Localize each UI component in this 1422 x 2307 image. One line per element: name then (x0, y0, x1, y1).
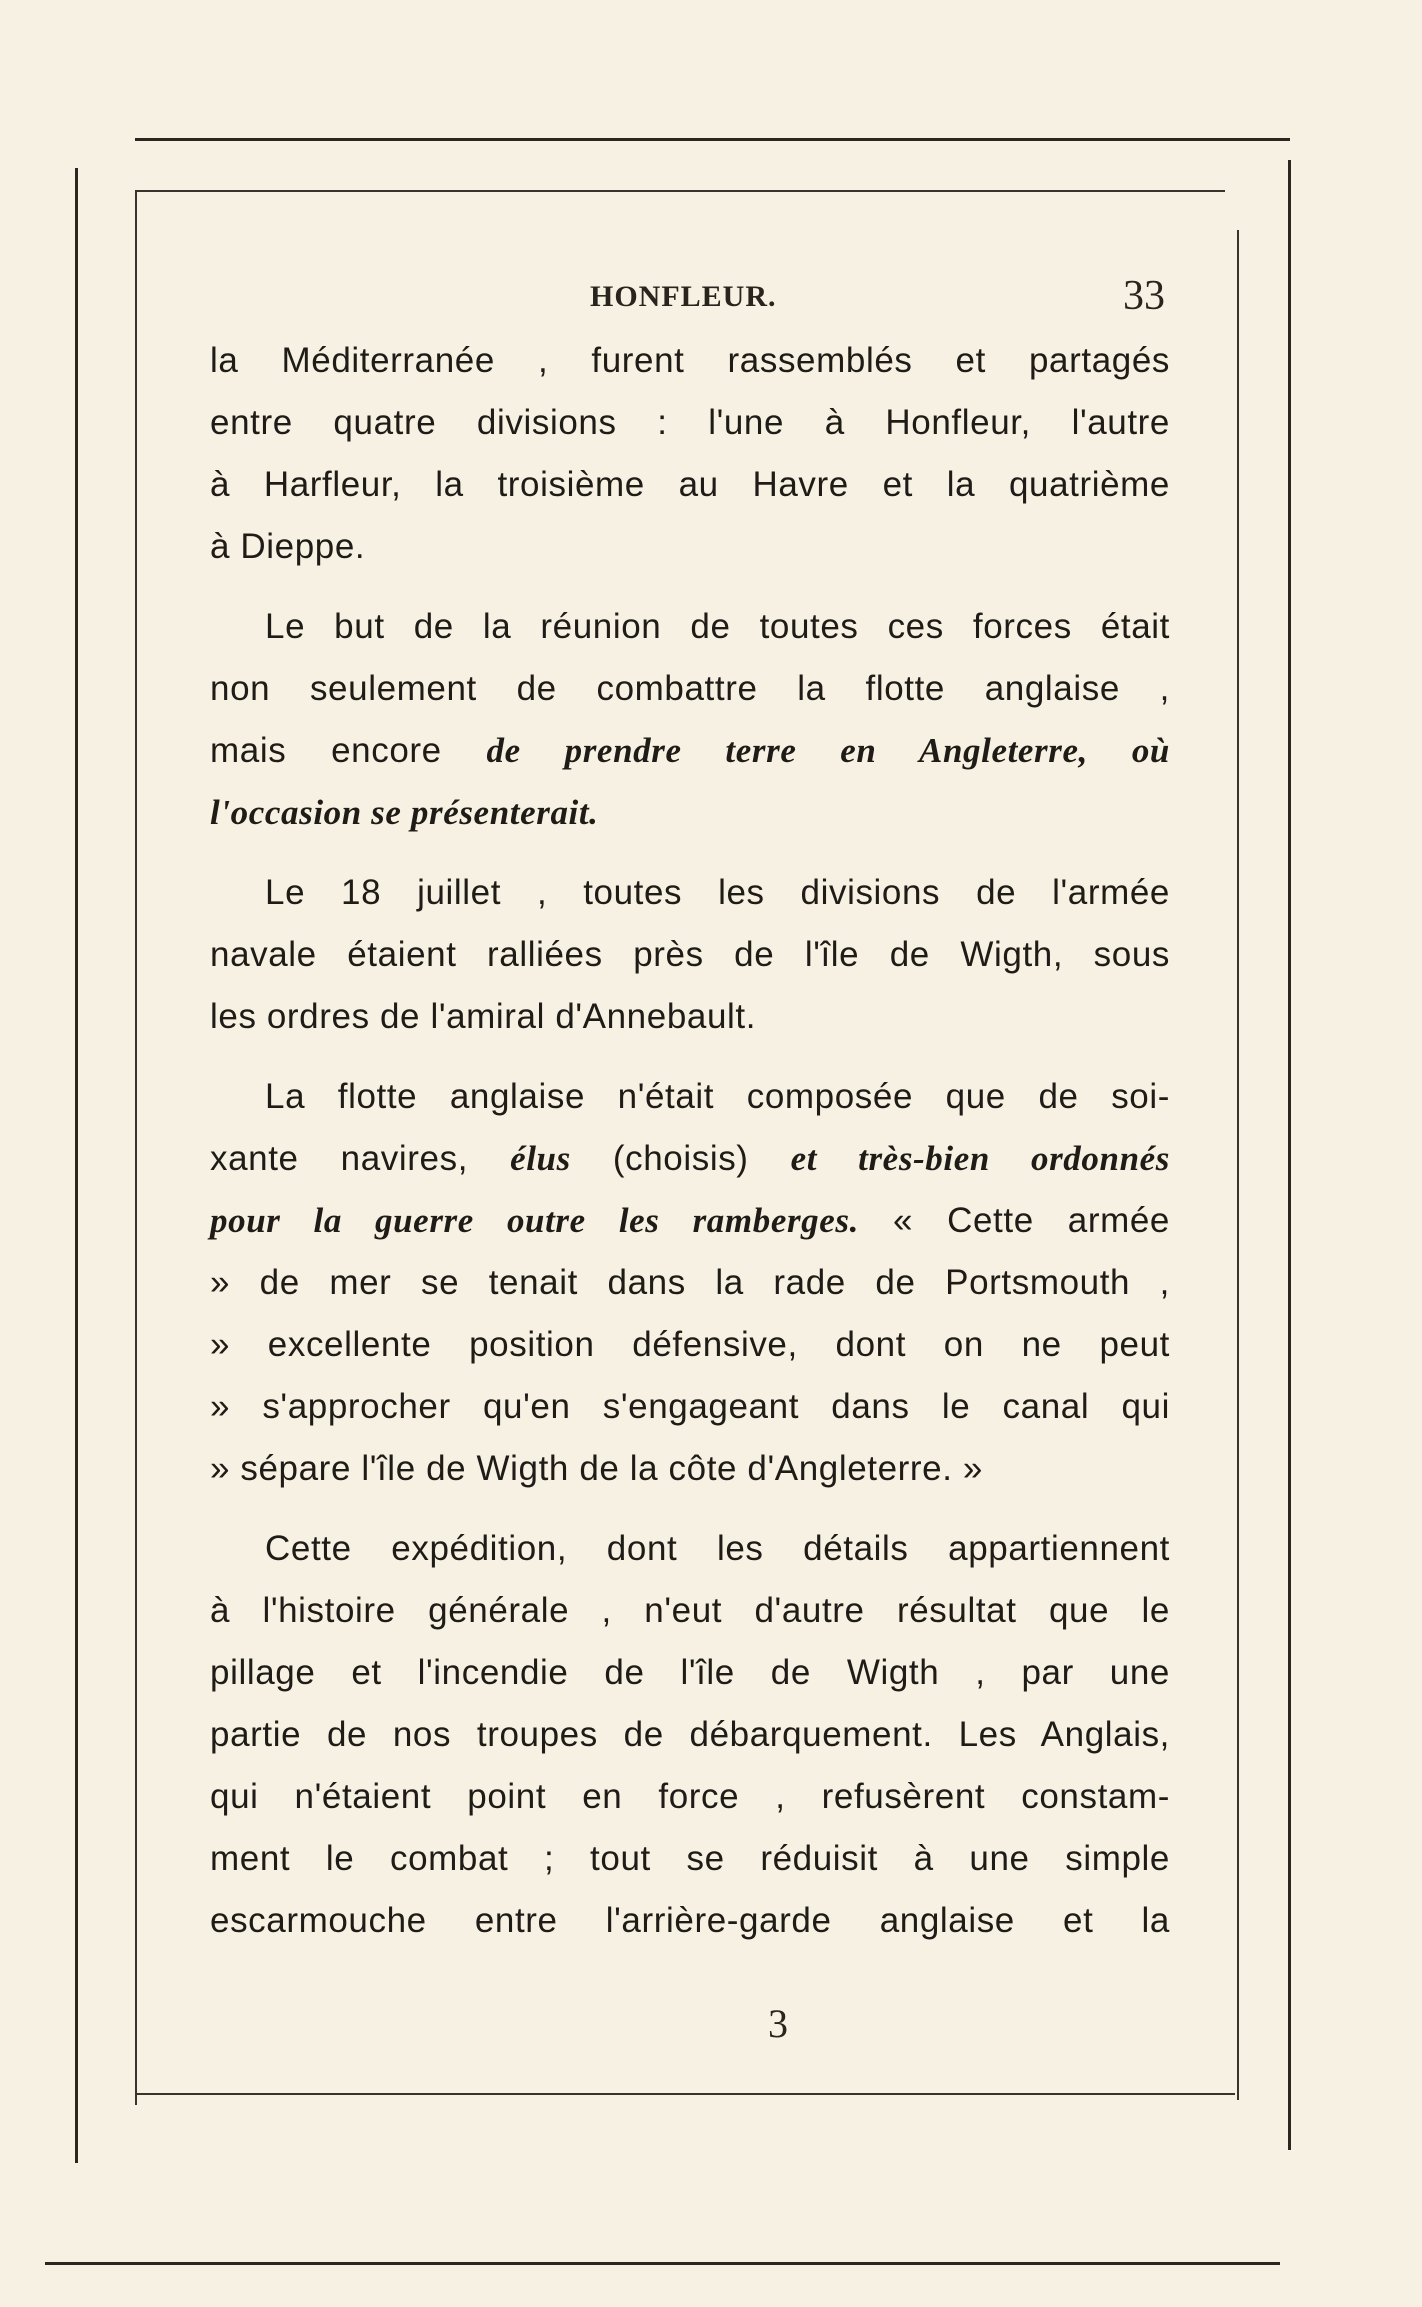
paragraph-1 (210, 330, 1170, 578)
text-line: » s'approcher qu'en s'engageant dans le canal qui (210, 1387, 1170, 1426)
frame-line-top-inner (135, 190, 1225, 192)
signature-mark: 3 (768, 2001, 788, 2046)
italic-segment: élus (510, 1139, 571, 1178)
paragraph-2 (210, 596, 1170, 844)
body-text (210, 330, 1170, 1952)
text-line: » excellente position défensive, dont on ne peut (210, 1325, 1170, 1364)
frame-line-right-inner (1237, 230, 1239, 2100)
text-line: » de mer se tenait dans la rade de Portsmouth , (210, 1263, 1170, 1302)
frame-line-left-outer (75, 168, 78, 2163)
frame-line-left-inner (135, 190, 137, 2105)
text-line: Le but de la réunion de toutes ces forces était (265, 607, 1170, 646)
paragraph-4 (210, 1066, 1170, 1500)
page-number: 33 (1123, 273, 1165, 319)
italic-segment: , où (1078, 731, 1170, 770)
text-line (210, 1190, 1170, 1252)
text-segment: xante navires, (210, 1139, 469, 1178)
text-line: La flotte anglaise n'était composée que de soi- (265, 1077, 1170, 1116)
text-line: ment le combat ; tout se réduisit à une simple (210, 1839, 1170, 1878)
text-line: les ordres de l'amiral d'Annebault. (210, 997, 757, 1036)
text-line: » sépare l'île de Wigth de la côte d'Angleterre. » (210, 1449, 983, 1488)
frame-line-bottom-outer (45, 2262, 1280, 2265)
paragraph-5 (210, 1518, 1170, 1952)
text-line (210, 720, 1170, 782)
running-head (210, 270, 1170, 330)
text-line: à Harfleur, la troisième au Havre et la quatrième (210, 465, 1170, 504)
frame-line-bottom-inner (135, 2093, 1235, 2095)
text-line: à Dieppe. (210, 527, 366, 566)
text-line: qui n'étaient point en force , refusèrent constam- (210, 1777, 1170, 1816)
frame-line-right-outer (1288, 160, 1291, 2150)
text-segment: mais encore (210, 731, 442, 770)
text-line: partie de nos troupes de débarquement. Les Anglais, (210, 1715, 1170, 1754)
text-segment: (choisis) (612, 1139, 749, 1178)
text-line: la Méditerranée , furent rassemblés et partagés (210, 341, 1170, 380)
book-page (210, 270, 1170, 1970)
italic-segment: et très-bien ordonnés (790, 1139, 1170, 1178)
text-line: navale étaient ralliées près de l'île de Wigth, sous (210, 935, 1170, 974)
text-line: Le 18 juillet , toutes les divisions de l'armée (265, 873, 1170, 912)
running-title: HONFLEUR. (590, 280, 777, 313)
text-line: l'occasion se présenterait. (210, 793, 599, 832)
text-line: entre quatre divisions : l'une à Honfleur, l'autre (210, 403, 1170, 442)
text-line: escarmouche entre l'arrière-garde anglaise et la (210, 1901, 1170, 1940)
italic-segment: pour la guerre outre les ramberges. (210, 1201, 859, 1240)
text-line (210, 1128, 1170, 1190)
paragraph-3 (210, 862, 1170, 1048)
italic-segment: de prendre terre en Angleterre (486, 731, 1079, 770)
text-line: Cette expédition, dont les détails appartiennent (265, 1529, 1170, 1568)
frame-line-top-outer (135, 138, 1290, 141)
text-line: non seulement de combattre la flotte anglaise , (210, 669, 1170, 708)
text-segment: « Cette armée (893, 1201, 1170, 1240)
text-line: à l'histoire générale , n'eut d'autre résultat que le (210, 1591, 1170, 1630)
text-line: pillage et l'incendie de l'île de Wigth , par une (210, 1653, 1170, 1692)
